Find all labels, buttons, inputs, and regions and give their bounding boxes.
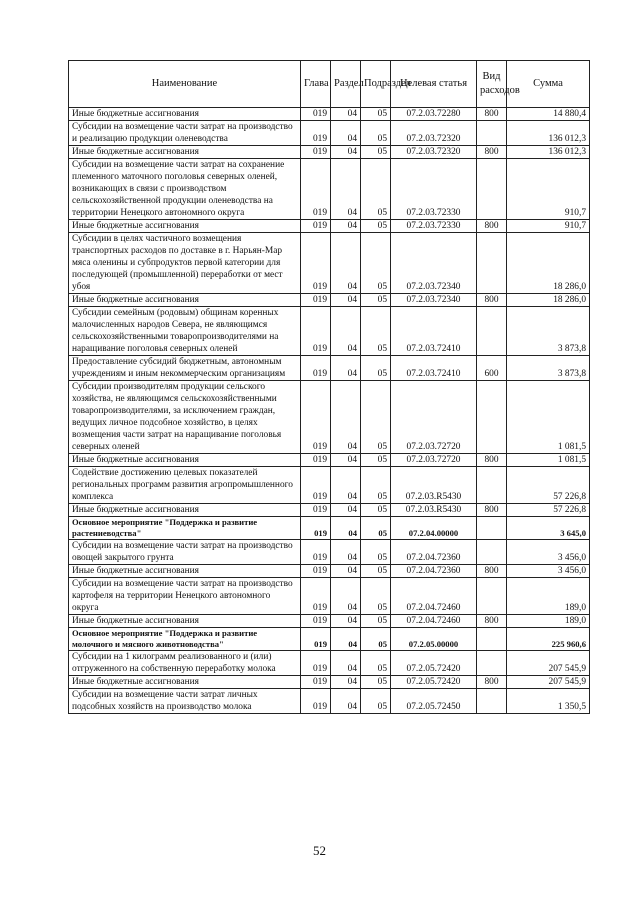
cell-sum: 1 081,5 [507, 454, 590, 467]
cell-section: 04 [331, 159, 361, 220]
cell-kind: 800 [477, 454, 507, 467]
cell-kind [477, 307, 507, 356]
cell-subsection: 05 [361, 233, 391, 294]
cell-name: Иные бюджетные ассигнования [69, 615, 301, 628]
cell-kind: 600 [477, 356, 507, 381]
cell-chapter: 019 [301, 356, 331, 381]
cell-target: 07.2.05.72420 [391, 651, 477, 676]
cell-target: 07.2.05.00000 [391, 628, 477, 651]
cell-target: 07.2.03.72330 [391, 159, 477, 220]
cell-chapter: 019 [301, 146, 331, 159]
cell-chapter: 019 [301, 233, 331, 294]
cell-sum: 225 960,6 [507, 628, 590, 651]
cell-chapter: 019 [301, 565, 331, 578]
cell-target: 07.2.04.72460 [391, 615, 477, 628]
cell-section: 04 [331, 356, 361, 381]
cell-target: 07.2.05.72420 [391, 676, 477, 689]
cell-kind: 800 [477, 220, 507, 233]
cell-name: Субсидии на возмещение части затрат на производство овощей закрытого грунта [69, 540, 301, 565]
cell-kind [477, 381, 507, 454]
cell-section: 04 [331, 578, 361, 615]
cell-chapter: 019 [301, 159, 331, 220]
cell-name: Иные бюджетные ассигнования [69, 294, 301, 307]
cell-section: 04 [331, 233, 361, 294]
cell-chapter: 019 [301, 294, 331, 307]
cell-sum: 910,7 [507, 159, 590, 220]
cell-chapter: 019 [301, 540, 331, 565]
table-row [69, 294, 590, 307]
cell-chapter: 019 [301, 615, 331, 628]
cell-chapter: 019 [301, 651, 331, 676]
table-row [69, 628, 590, 651]
header-name: Наименование [69, 61, 301, 108]
cell-kind: 800 [477, 294, 507, 307]
cell-subsection: 05 [361, 159, 391, 220]
cell-subsection: 05 [361, 146, 391, 159]
cell-kind [477, 121, 507, 146]
cell-sum: 136 012,3 [507, 121, 590, 146]
cell-name: Субсидии на возмещение части затрат личных подсобных хозяйств на производство молока [69, 689, 301, 714]
cell-sum: 910,7 [507, 220, 590, 233]
cell-sum: 3 645,0 [507, 517, 590, 540]
cell-sum: 189,0 [507, 578, 590, 615]
table-row [69, 233, 590, 294]
table-row [69, 307, 590, 356]
cell-chapter: 019 [301, 689, 331, 714]
cell-subsection: 05 [361, 108, 391, 121]
cell-target: 07.2.03.72280 [391, 108, 477, 121]
cell-sum: 18 286,0 [507, 233, 590, 294]
cell-section: 04 [331, 540, 361, 565]
header-row [69, 61, 590, 108]
cell-chapter: 019 [301, 467, 331, 504]
table-row [69, 615, 590, 628]
cell-sum: 3 456,0 [507, 565, 590, 578]
cell-sum: 57 226,8 [507, 504, 590, 517]
cell-kind: 800 [477, 146, 507, 159]
cell-target: 07.2.04.72360 [391, 540, 477, 565]
cell-section: 04 [331, 220, 361, 233]
cell-section: 04 [331, 504, 361, 517]
cell-section: 04 [331, 108, 361, 121]
cell-name: Иные бюджетные ассигнования [69, 565, 301, 578]
cell-section: 04 [331, 454, 361, 467]
table-row [69, 565, 590, 578]
cell-kind [477, 233, 507, 294]
cell-subsection: 05 [361, 294, 391, 307]
cell-sum: 3 456,0 [507, 540, 590, 565]
header-chapter: Глава [301, 61, 331, 108]
table-header [69, 61, 590, 108]
cell-sum: 1 081,5 [507, 381, 590, 454]
cell-subsection: 05 [361, 517, 391, 540]
cell-section: 04 [331, 294, 361, 307]
table-row [69, 540, 590, 565]
cell-kind [477, 159, 507, 220]
table-row [69, 381, 590, 454]
cell-section: 04 [331, 628, 361, 651]
cell-subsection: 05 [361, 307, 391, 356]
cell-target: 07.2.03.R5430 [391, 467, 477, 504]
header-target: Целевая статья [391, 61, 477, 108]
cell-kind: 800 [477, 676, 507, 689]
cell-name: Субсидии семейным (родовым) общинам коренных малочисленных народов Севера, не являющимся сельскохозяйственными товаропроизводителями на наращивание поголовья северных оленей [69, 307, 301, 356]
cell-sum: 207 545,9 [507, 651, 590, 676]
cell-chapter: 019 [301, 381, 331, 454]
table-row [69, 121, 590, 146]
cell-name: Иные бюджетные ассигнования [69, 146, 301, 159]
cell-kind: 800 [477, 108, 507, 121]
cell-sum: 189,0 [507, 615, 590, 628]
cell-chapter: 019 [301, 676, 331, 689]
cell-sum: 207 545,9 [507, 676, 590, 689]
cell-target: 07.2.03.72330 [391, 220, 477, 233]
table-row [69, 356, 590, 381]
cell-subsection: 05 [361, 651, 391, 676]
cell-chapter: 019 [301, 578, 331, 615]
cell-name: Субсидии на 1 килограмм реализованного и (или) отгруженного на собственную переработку молока [69, 651, 301, 676]
budget-table [68, 60, 590, 714]
cell-kind [477, 540, 507, 565]
cell-chapter: 019 [301, 517, 331, 540]
cell-subsection: 05 [361, 615, 391, 628]
cell-section: 04 [331, 615, 361, 628]
cell-section: 04 [331, 307, 361, 356]
cell-kind [477, 651, 507, 676]
cell-subsection: 05 [361, 689, 391, 714]
cell-kind: 800 [477, 504, 507, 517]
cell-section: 04 [331, 146, 361, 159]
cell-kind: 800 [477, 565, 507, 578]
cell-target: 07.2.03.72340 [391, 233, 477, 294]
cell-target: 07.2.03.72340 [391, 294, 477, 307]
cell-kind [477, 628, 507, 651]
cell-target: 07.2.03.72720 [391, 454, 477, 467]
cell-target: 07.2.03.72410 [391, 307, 477, 356]
table-row [69, 108, 590, 121]
cell-subsection: 05 [361, 628, 391, 651]
cell-subsection: 05 [361, 381, 391, 454]
cell-subsection: 05 [361, 676, 391, 689]
cell-target: 07.2.03.72320 [391, 121, 477, 146]
cell-section: 04 [331, 121, 361, 146]
cell-section: 04 [331, 676, 361, 689]
cell-chapter: 019 [301, 307, 331, 356]
cell-sum: 3 873,8 [507, 307, 590, 356]
table-row [69, 676, 590, 689]
header-sum: Сумма [507, 61, 590, 108]
cell-sum: 3 873,8 [507, 356, 590, 381]
cell-name: Иные бюджетные ассигнования [69, 220, 301, 233]
cell-target: 07.2.04.72460 [391, 578, 477, 615]
cell-name: Субсидии производителям продукции сельского хозяйства, не являющимся сельскохозяйственными товаропроизводителями, за исключением граждан, ведущих личное подсобное хозяйство, в целях возмещения части затрат на наращивание поголовья северных оленей [69, 381, 301, 454]
cell-name: Содействие достижению целевых показателей региональных программ развития агропромышленного комплекса [69, 467, 301, 504]
cell-subsection: 05 [361, 356, 391, 381]
cell-section: 04 [331, 689, 361, 714]
cell-subsection: 05 [361, 220, 391, 233]
cell-target: 07.2.03.72720 [391, 381, 477, 454]
cell-chapter: 019 [301, 121, 331, 146]
page-number: 52 [313, 843, 326, 858]
cell-sum: 18 286,0 [507, 294, 590, 307]
table-row [69, 517, 590, 540]
table-row [69, 454, 590, 467]
cell-chapter: 019 [301, 504, 331, 517]
cell-sum: 136 012,3 [507, 146, 590, 159]
cell-target: 07.2.05.72450 [391, 689, 477, 714]
cell-section: 04 [331, 565, 361, 578]
cell-chapter: 019 [301, 454, 331, 467]
cell-target: 07.2.04.00000 [391, 517, 477, 540]
cell-name: Субсидии на возмещение части затрат на производство картофеля на территории Ненецкого автономного округа [69, 578, 301, 615]
cell-kind [477, 578, 507, 615]
header-subsection: Подраздел [361, 61, 391, 108]
cell-kind [477, 517, 507, 540]
cell-chapter: 019 [301, 220, 331, 233]
table-row [69, 159, 590, 220]
cell-subsection: 05 [361, 121, 391, 146]
cell-section: 04 [331, 381, 361, 454]
cell-subsection: 05 [361, 578, 391, 615]
header-section: Раздел [331, 61, 361, 108]
cell-name: Субсидии на возмещение части затрат на сохранение племенного маточного поголовья северных оленей, возникающих в связи с производством сельскохозяйственной продукции оленеводства на территории Ненецкого автономного округа [69, 159, 301, 220]
cell-kind [477, 467, 507, 504]
table-row [69, 467, 590, 504]
cell-section: 04 [331, 651, 361, 676]
cell-name: Иные бюджетные ассигнования [69, 108, 301, 121]
cell-name: Основное мероприятие "Поддержка и развитие растениеводства" [69, 517, 301, 540]
cell-target: 07.2.04.72360 [391, 565, 477, 578]
cell-name: Субсидии в целях частичного возмещения транспортных расходов по доставке в г. Нарьян-Мар мяса оленины и субпродуктов первой категории для последующей (промышленной) переработки от мест убоя [69, 233, 301, 294]
cell-kind [477, 689, 507, 714]
cell-chapter: 019 [301, 628, 331, 651]
header-kind: Вид расходов [477, 61, 507, 108]
cell-chapter: 019 [301, 108, 331, 121]
cell-name: Основное мероприятие "Поддержка и развитие молочного и мясного животноводства" [69, 628, 301, 651]
cell-name: Иные бюджетные ассигнования [69, 504, 301, 517]
cell-subsection: 05 [361, 540, 391, 565]
cell-name: Иные бюджетные ассигнования [69, 676, 301, 689]
cell-sum: 1 350,5 [507, 689, 590, 714]
cell-section: 04 [331, 517, 361, 540]
cell-target: 07.2.03.72410 [391, 356, 477, 381]
cell-target: 07.2.03.R5430 [391, 504, 477, 517]
cell-target: 07.2.03.72320 [391, 146, 477, 159]
table-body [69, 108, 590, 714]
table-row [69, 689, 590, 714]
cell-name: Иные бюджетные ассигнования [69, 454, 301, 467]
cell-kind: 800 [477, 615, 507, 628]
cell-name: Предоставление субсидий бюджетным, автономным учреждениям и иным некоммерческим организациям [69, 356, 301, 381]
table-row [69, 220, 590, 233]
table-row [69, 146, 590, 159]
cell-subsection: 05 [361, 454, 391, 467]
cell-sum: 14 880,4 [507, 108, 590, 121]
cell-subsection: 05 [361, 467, 391, 504]
cell-section: 04 [331, 467, 361, 504]
table-row [69, 651, 590, 676]
cell-subsection: 05 [361, 504, 391, 517]
cell-sum: 57 226,8 [507, 467, 590, 504]
cell-name: Субсидии на возмещение части затрат на производство и реализацию продукции оленеводства [69, 121, 301, 146]
table-row [69, 504, 590, 517]
cell-subsection: 05 [361, 565, 391, 578]
table-row [69, 578, 590, 615]
